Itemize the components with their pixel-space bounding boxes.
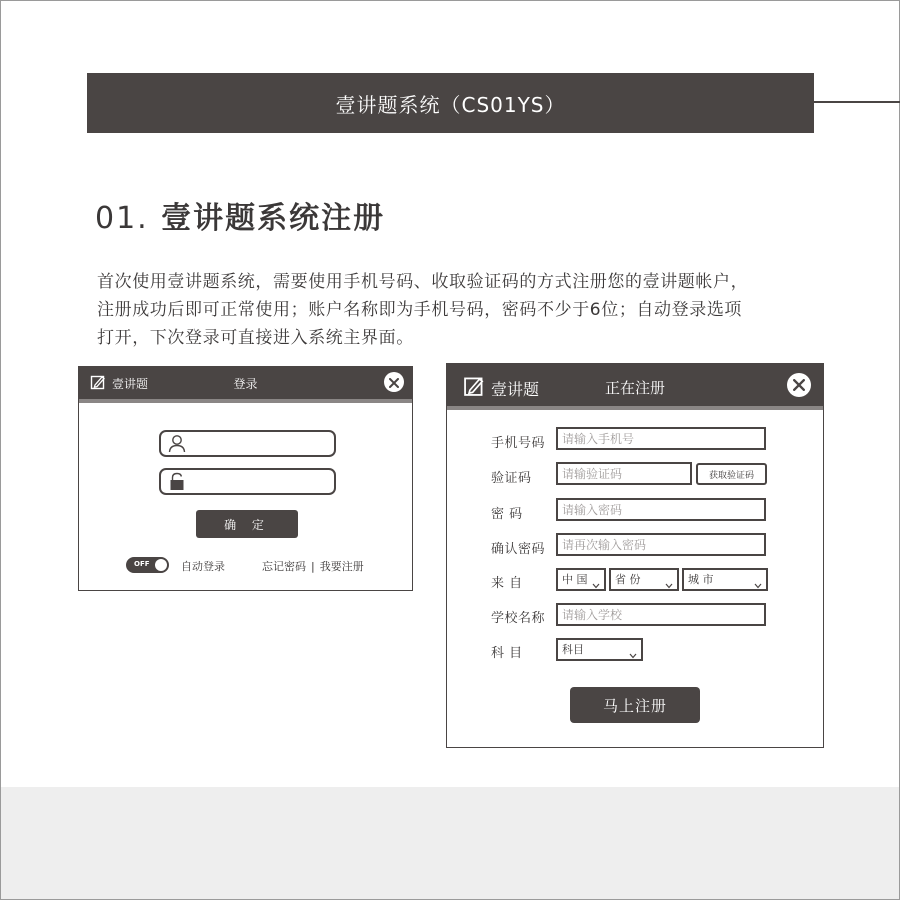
country-select[interactable] [556, 568, 606, 591]
intro-paragraph [97, 268, 837, 352]
province-select[interactable] [609, 568, 679, 591]
phone-input[interactable] [556, 427, 766, 450]
from-label: 来 自 [491, 576, 523, 591]
country-value: 中 国 [562, 573, 588, 586]
city-select[interactable] [682, 568, 768, 591]
register-brand-text: 壹讲题 [491, 379, 540, 399]
city-value: 城 市 [688, 573, 714, 586]
phone-label: 手机号码 [491, 436, 546, 451]
password-input[interactable] [191, 472, 331, 491]
subject-value: 科目 [562, 643, 584, 656]
confirm-password-label: 确认密码 [491, 542, 546, 557]
intro-line: 首次使用壹讲题系统，需要使用手机号码、收取验证码的方式注册您的壹讲题帐户， [97, 272, 749, 292]
header-line [814, 101, 900, 103]
register-window [446, 363, 824, 748]
login-window [78, 366, 413, 591]
get-code-button[interactable]: 获取验证码 [696, 463, 767, 485]
login-links [262, 558, 364, 574]
password-label: 密 码 [491, 507, 523, 522]
intro-line: 注册成功后即可正常使用；账户名称即为手机号码，密码不少于6位；自动登录选项 [97, 300, 743, 320]
school-label: 学校名称 [491, 611, 546, 626]
bottom-band [1, 787, 899, 899]
chevron-down-icon [592, 576, 600, 595]
register-link[interactable]: 我要注册 [319, 560, 364, 573]
header-title: 壹讲题系统（CS01YS） [335, 92, 566, 117]
header-bar [87, 73, 814, 133]
intro-line: 打开，下次登录可直接进入系统主界面。 [97, 328, 414, 348]
confirm-button[interactable]: 确 定 [196, 510, 298, 538]
lock-icon [168, 472, 186, 495]
register-password-input[interactable] [556, 498, 766, 521]
code-label: 验证码 [491, 471, 532, 486]
section-number: 01. [95, 201, 149, 236]
login-titlebar [79, 367, 412, 403]
user-icon [168, 434, 186, 457]
code-input[interactable] [556, 462, 692, 485]
username-input[interactable] [191, 434, 331, 453]
login-title: 登录 [233, 377, 258, 391]
province-value: 省 份 [615, 573, 641, 586]
password-field[interactable] [159, 468, 336, 495]
close-icon [389, 373, 399, 392]
subject-label: 科 目 [491, 646, 523, 661]
close-icon [793, 376, 805, 395]
login-brand-text: 壹讲题 [112, 377, 149, 391]
auto-login-toggle[interactable] [126, 557, 169, 573]
register-submit-button[interactable]: 马上注册 [570, 687, 700, 723]
school-input[interactable] [556, 603, 766, 626]
subject-select[interactable] [556, 638, 643, 661]
auto-login-label: 自动登录 [181, 560, 225, 573]
register-titlebar [447, 364, 823, 410]
register-title: 正在注册 [604, 379, 665, 397]
link-separator: | [311, 560, 315, 573]
chevron-down-icon [629, 646, 637, 665]
section-title [95, 193, 385, 237]
confirm-password-input[interactable] [556, 533, 766, 556]
toggle-knob [155, 559, 167, 571]
chevron-down-icon [754, 576, 762, 595]
toggle-state-label: OFF [134, 560, 150, 568]
chevron-down-icon [665, 576, 673, 595]
section-heading: 壹讲题系统注册 [161, 201, 386, 236]
forgot-password-link[interactable]: 忘记密码 [262, 560, 306, 573]
username-field[interactable] [159, 430, 336, 457]
register-close-button[interactable] [787, 373, 811, 397]
login-close-button[interactable] [384, 372, 404, 392]
